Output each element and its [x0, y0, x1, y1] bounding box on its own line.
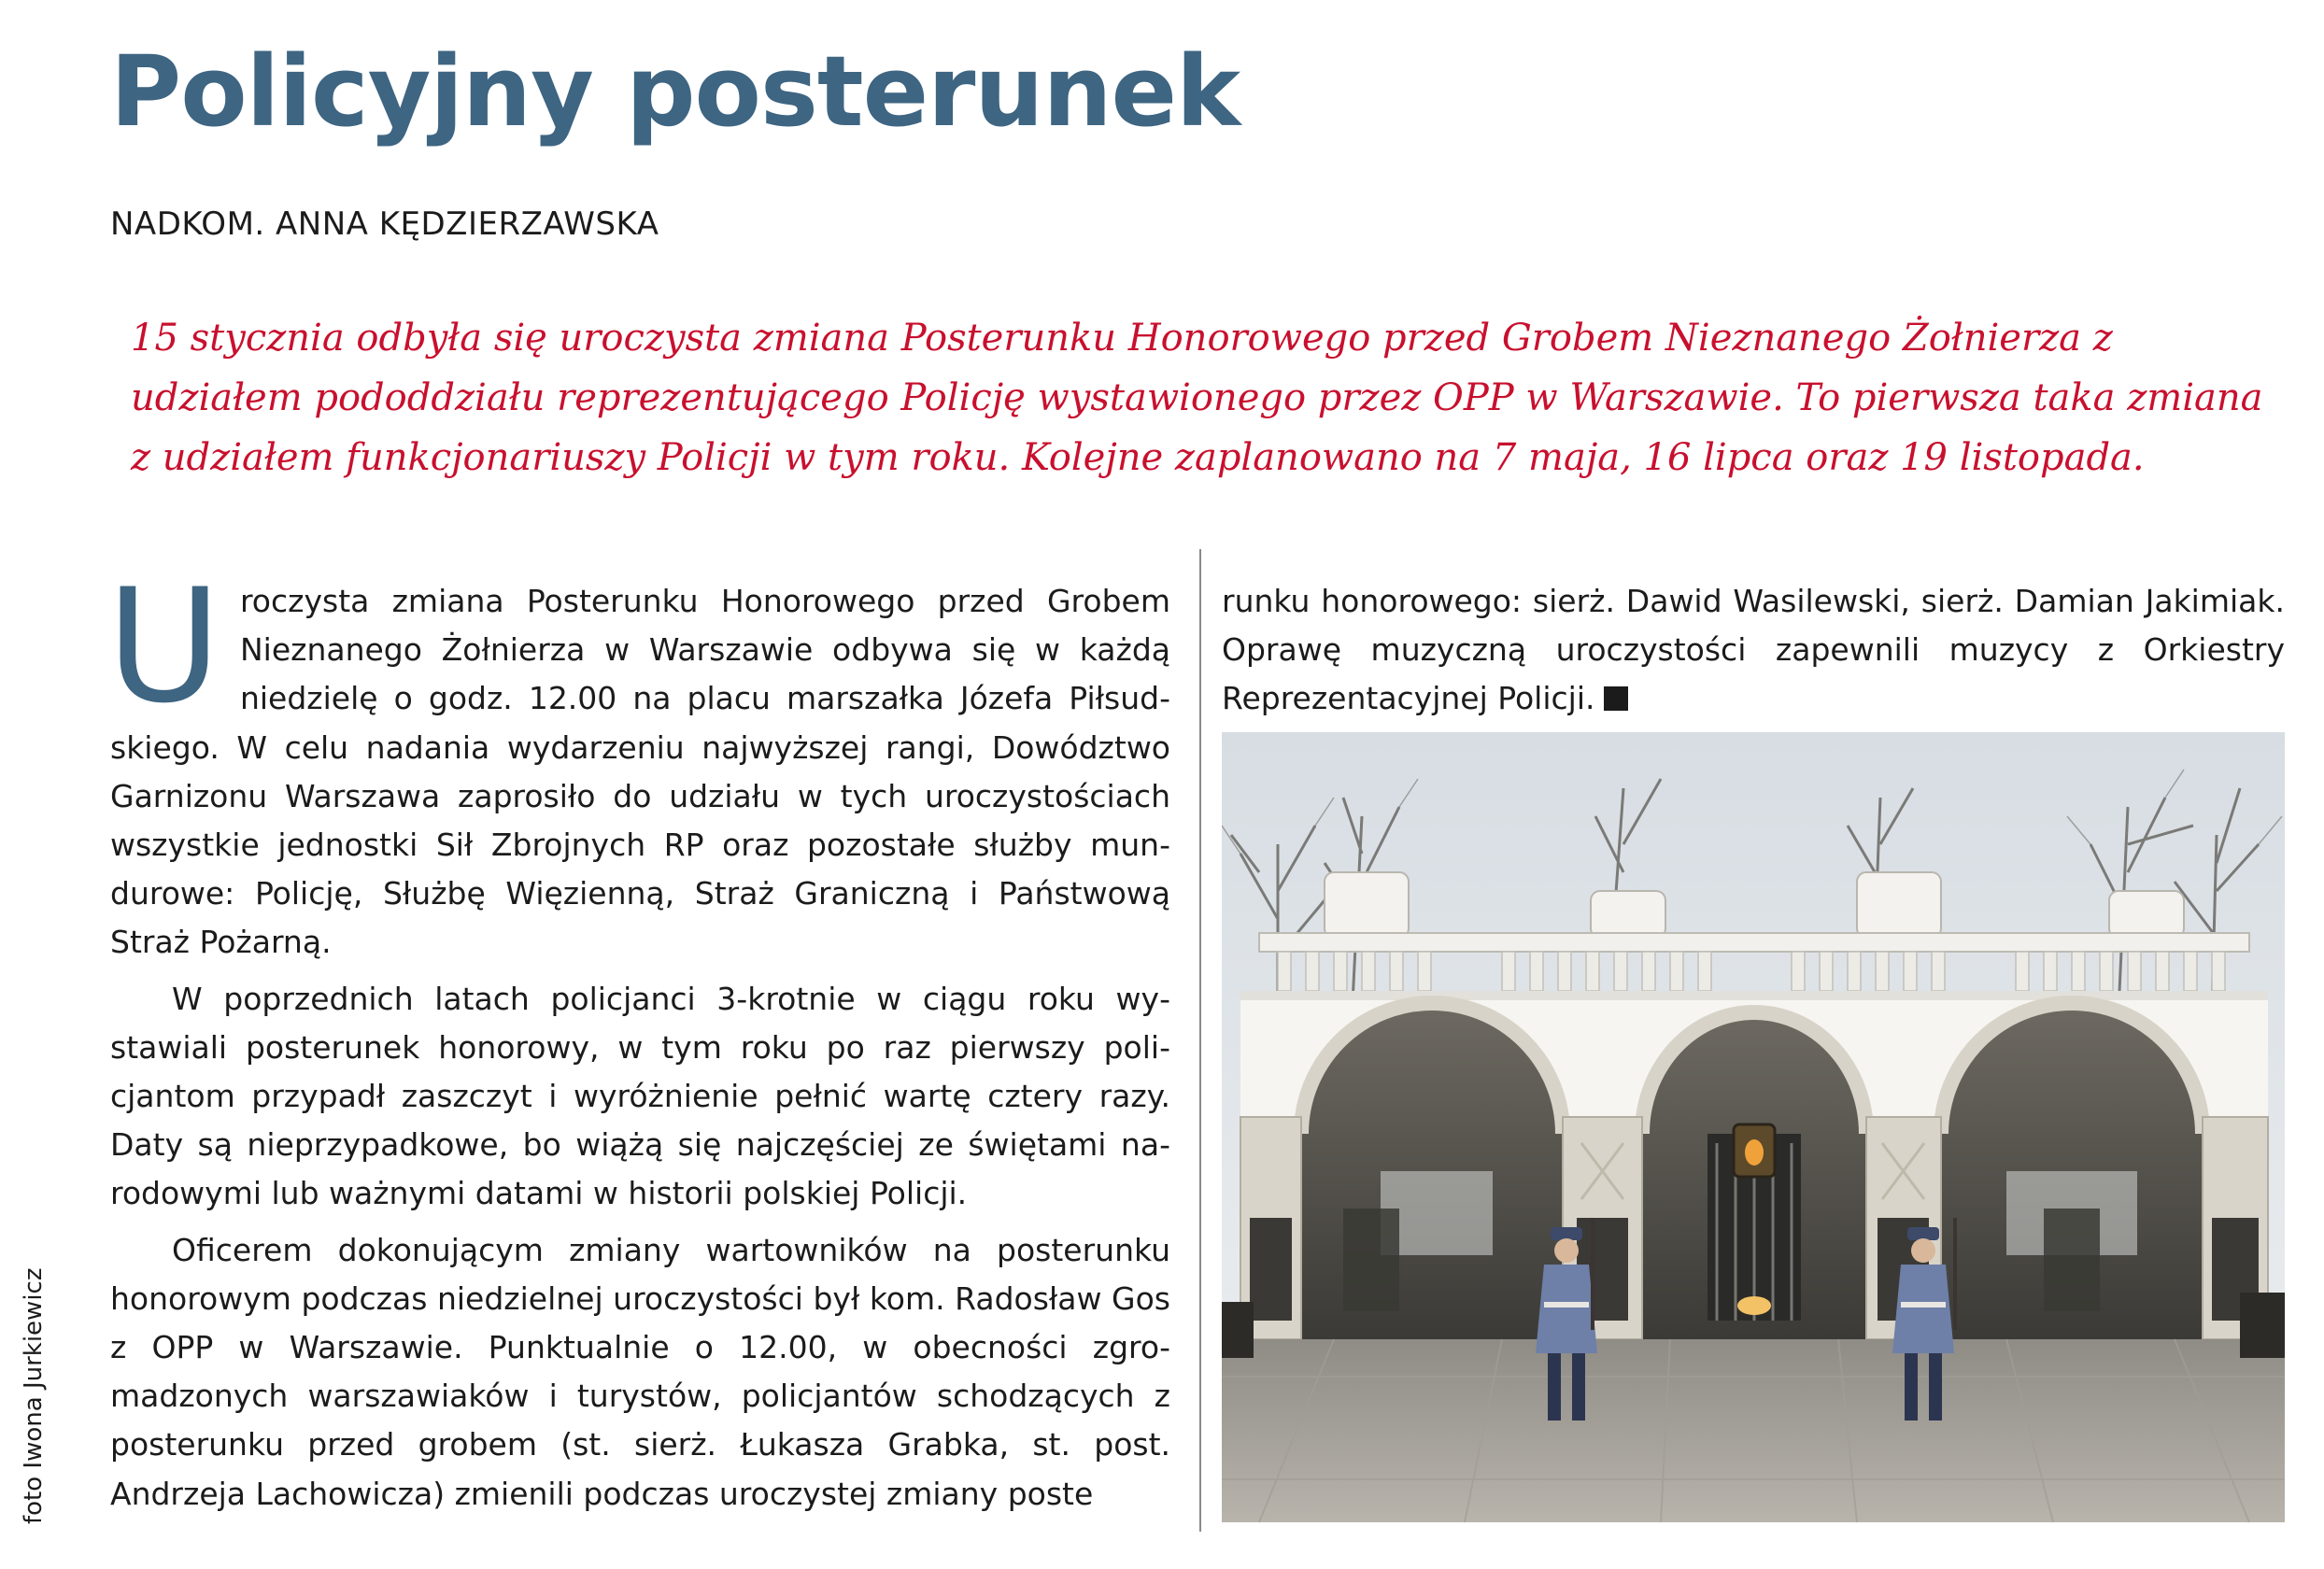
drop-cap: U: [106, 555, 221, 738]
paragraph-4-text: runku honorowego: sierż. Dawid Wasilewski, sierż. Damian Jakimiak. Oprawę muzyczną uroczystości zapewnili muzycy z Orkiestry Reprezentacyjnej Policji.: [1222, 583, 2285, 717]
photo-credit: foto Iwona Jurkiewicz: [20, 1267, 48, 1524]
paragraph-1: [106, 555, 1170, 968]
paragraph-3: Oficerem dokonującym zmiany wartowników na posterunku honorowym podczas niedzielnej uroczystości był kom. Radosław Gos z OPP w Warszawie. Punktualnie o 12.00, w obecności zgromadzonych warszawiaków i turystów, policjantów schodzących z posterunku przed grobem (st. sierż. Łukasza Grabka, st. post. Andrzeja Lachowicza) zmienili podczas uroczystej zmiany poste: [110, 1231, 1170, 1512]
end-of-article-icon: [1604, 686, 1628, 711]
paragraph-1-text: roczysta zmiana Posterunku Honorowego przed Grobem Nieznanego Żołnierza w Warszawie odbywa się w każdą niedzielę o godz. 12.00 na placu marszałka Józefa Piłsudskiego. W celu nadania wydarzeniu najwyższej rangi, Dowództwo Garnizonu Warszawa zaprosiło do udziału w tych uroczystościach wszystkie jednostki Sił Zbrojnych RP oraz pozostałe służby mundurowe: Policję, Służbę Więzienną, Straż Graniczną i Państwową Straż Pożarną.: [110, 583, 1170, 961]
paragraph-4: [1222, 577, 2285, 724]
article-lead: 15 stycznia odbyła się uroczysta zmiana Posterunku Honorowego przed Grobem Nieznanego Żołnierza z udziałem pododdziału reprezentującego Policję wystawionego przez OPP w Warszawie. To pierwsza taka zmiana z udziałem funkcjonariuszy Policji w tym roku. Kolejne zaplanowano na 7 maja, 16 lipca oraz 19 listopada.: [131, 317, 2263, 479]
left-column: [106, 555, 1170, 1519]
tomb-photo-illustration: [1222, 732, 2285, 1522]
article-title: Policyjny posterunek: [110, 35, 1240, 148]
column-divider: [1199, 549, 1201, 1532]
article-author: NADKOM. ANNA KĘDZIERZAWSKA: [110, 205, 659, 243]
article-photo: [1222, 732, 2285, 1522]
paragraph-2: W poprzednich latach policjanci 3-krotnie w ciągu roku wystawiali posterunek honorowy, w tym roku po raz pierwszy policjantom przypadł zaszczyt i wyróżnienie pełnić wartę cztery razy. Daty są nieprzypadkowe, bo wiążą się najczęściej ze świętami narodowymi lub ważnymi datami w historii polskiej Policji.: [110, 980, 1170, 1212]
right-column: [1222, 577, 2285, 724]
